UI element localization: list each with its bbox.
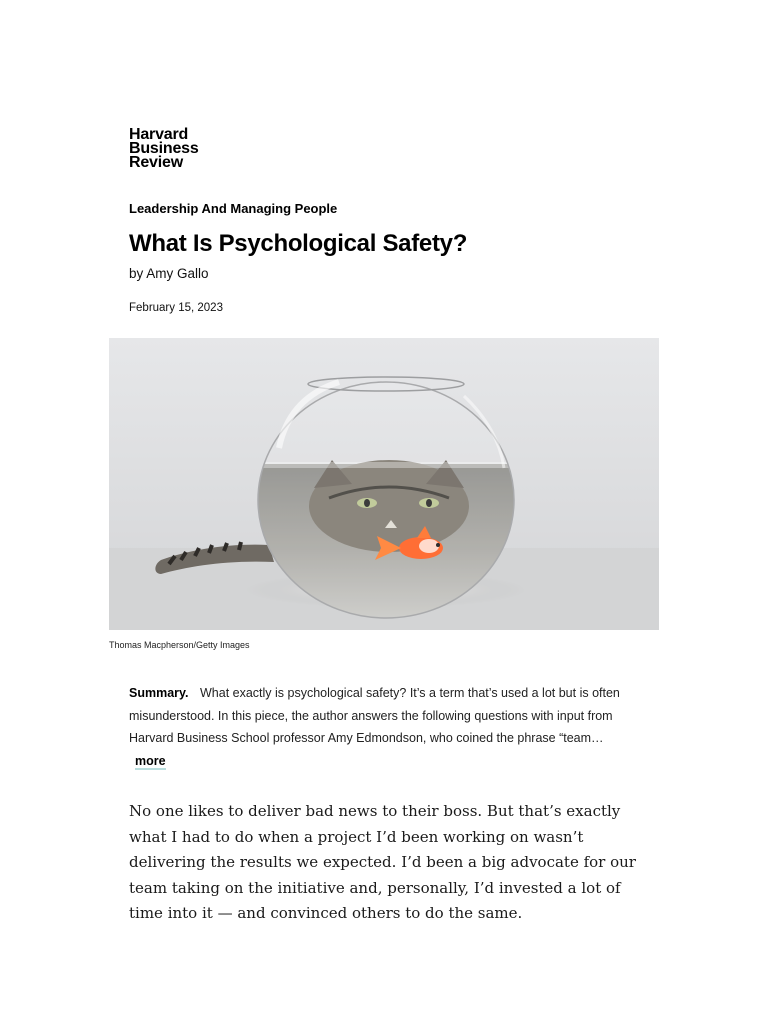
article-date: February 15, 2023 — [129, 302, 223, 314]
summary-label: Summary. — [129, 686, 189, 700]
article-body-paragraph: No one likes to deliver bad news to their boss. But that’s exactly what I had to do when a project I’d been working on wasn’t delivering the results we expected. I’d been a big advocate for our team taking on the initiative and, personally, I’d invested a lot of time into it — and convinced others to do the same. — [129, 802, 636, 922]
article-title: What Is Psychological Safety? — [129, 230, 468, 257]
article-summary — [129, 682, 639, 772]
logo-line-3: Review — [129, 154, 183, 171]
image-credit: Thomas Macpherson/Getty Images — [109, 640, 250, 650]
more-link[interactable]: more — [135, 753, 166, 768]
article-category[interactable]: Leadership And Managing People — [129, 201, 338, 216]
hero-image — [109, 338, 659, 630]
logo-line-1: Harvard — [129, 126, 189, 143]
hbr-logo[interactable] — [129, 128, 199, 170]
logo-line-2: Business — [129, 140, 199, 157]
article-byline[interactable]: by Amy Gallo — [129, 266, 209, 281]
summary-text: What exactly is psychological safety? It’s a term that’s used a lot but is often misunderstood. In this piece, the author answers the following questions with input from Harvard Business School professor Amy Edmondson, who coined the phrase “team… — [129, 686, 620, 745]
